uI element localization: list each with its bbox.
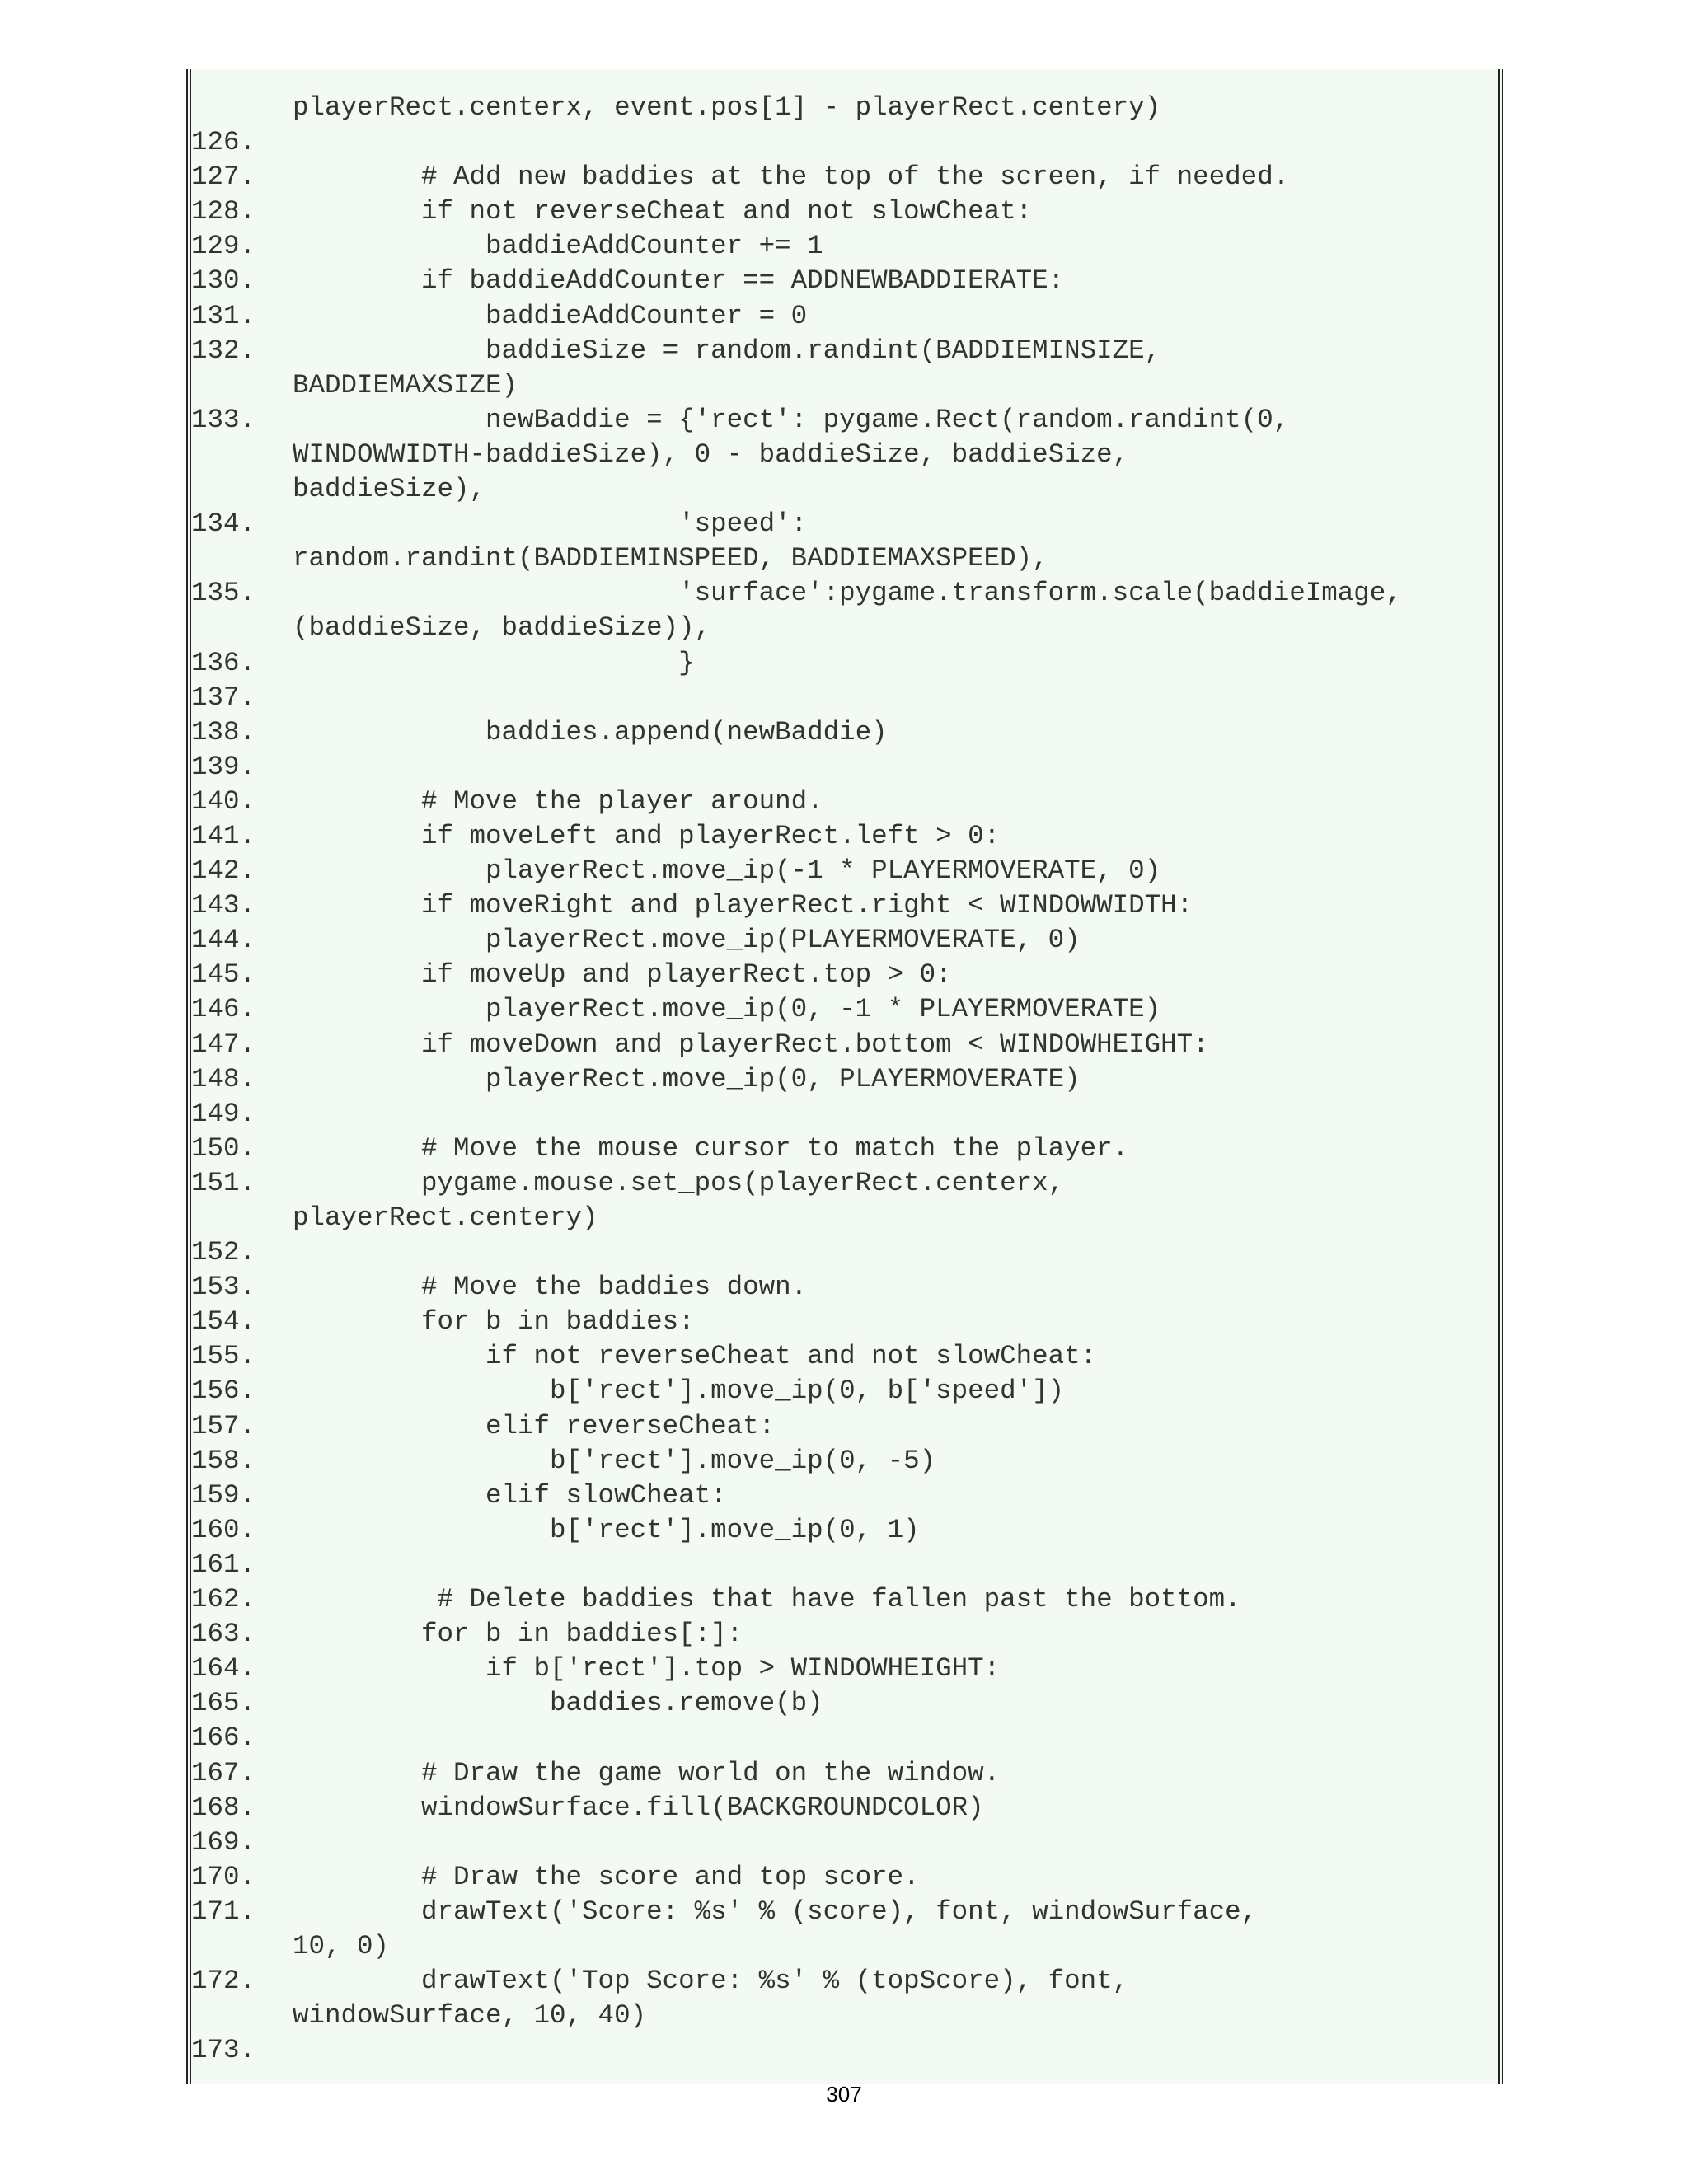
code-text: baddieSize), — [293, 474, 486, 505]
line-number: 152. — [191, 1237, 256, 1268]
line-number: 142. — [191, 855, 256, 887]
code-line — [191, 785, 1498, 819]
code-text: playerRect.move_ip(0, PLAYERMOVERATE) — [293, 1063, 1081, 1094]
line-number: 162. — [191, 1584, 256, 1615]
code-line — [191, 507, 1498, 541]
code-text: b['rect'].move_ip(0, 1) — [293, 1514, 920, 1545]
code-line — [191, 1999, 1498, 2033]
line-number: 158. — [191, 1445, 256, 1476]
code-text: baddieAddCounter = 0 — [293, 300, 808, 331]
code-line — [191, 1201, 1498, 1235]
code-line — [191, 334, 1498, 368]
code-line — [191, 194, 1498, 229]
code-line — [191, 1235, 1498, 1270]
code-line — [191, 1513, 1498, 1548]
code-line — [191, 1479, 1498, 1513]
code-text: newBaddie = {'rect': pygame.Rect(random.randint(0, — [293, 404, 1290, 435]
code-line — [191, 1374, 1498, 1408]
code-line — [191, 1617, 1498, 1652]
code-text: BADDIEMAXSIZE) — [293, 369, 518, 401]
code-text: WINDOWWIDTH-baddieSize), 0 - baddieSize, baddieSize, — [293, 438, 1129, 470]
line-number: 146. — [191, 994, 256, 1025]
code-line — [191, 1929, 1498, 1964]
code-text: 'surface':pygame.transform.scale(baddieImage, — [293, 578, 1402, 609]
code-line — [191, 368, 1498, 403]
code-line — [191, 888, 1498, 923]
line-number: 172. — [191, 1966, 256, 1997]
line-number: 167. — [191, 1757, 256, 1788]
line-number: 164. — [191, 1653, 256, 1685]
line-number: 127. — [191, 162, 256, 193]
line-number: 165. — [191, 1688, 256, 1719]
line-number: 136. — [191, 647, 256, 678]
code-line — [191, 1860, 1498, 1895]
code-line — [191, 299, 1498, 334]
line-number: 147. — [191, 1029, 256, 1060]
code-line — [191, 992, 1498, 1027]
line-number: 144. — [191, 925, 256, 956]
code-text: baddieSize = random.randint(BADDIEMINSIZE, — [293, 335, 1161, 366]
code-text: if moveUp and playerRect.top > 0: — [293, 959, 952, 991]
line-number: 171. — [191, 1896, 256, 1927]
line-number: 156. — [191, 1376, 256, 1407]
code-line — [191, 611, 1498, 645]
code-text: # Add new baddies at the top of the screen, if needed. — [293, 162, 1290, 193]
code-line — [191, 1132, 1498, 1166]
code-text: for b in baddies: — [293, 1306, 695, 1338]
code-line — [191, 1339, 1498, 1374]
code-line — [191, 1166, 1498, 1201]
code-text: # Draw the score and top score. — [293, 1861, 920, 1892]
code-text: baddies.remove(b) — [293, 1688, 823, 1719]
line-number: 141. — [191, 820, 256, 851]
code-line — [191, 1721, 1498, 1755]
code-line — [191, 1270, 1498, 1305]
line-number: 169. — [191, 1826, 256, 1858]
code-text: # Draw the game world on the window. — [293, 1757, 1001, 1788]
code-line — [191, 1548, 1498, 1582]
code-text: drawText('Score: %s' % (score), font, windowSurface, — [293, 1896, 1258, 1927]
code-line — [191, 1686, 1498, 1721]
line-number: 157. — [191, 1410, 256, 1441]
line-number: 134. — [191, 509, 256, 540]
code-text: # Move the baddies down. — [293, 1272, 808, 1303]
code-text: elif reverseCheat: — [293, 1410, 776, 1441]
code-text: if not reverseCheat and not slowCheat: — [293, 1341, 1097, 1372]
line-number: 137. — [191, 682, 256, 713]
line-number: 140. — [191, 785, 256, 817]
line-number: 151. — [191, 1167, 256, 1198]
line-number: 148. — [191, 1063, 256, 1094]
code-text: b['rect'].move_ip(0, -5) — [293, 1445, 936, 1476]
code-line — [191, 1791, 1498, 1825]
line-number: 168. — [191, 1792, 256, 1823]
code-line — [191, 646, 1498, 681]
code-text: for b in baddies[:]: — [293, 1619, 743, 1650]
code-text: elif slowCheat: — [293, 1479, 727, 1511]
line-number: 128. — [191, 196, 256, 227]
code-text: drawText('Top Score: %s' % (topScore), font, — [293, 1966, 1129, 1997]
line-number: 155. — [191, 1341, 256, 1372]
line-number: 138. — [191, 716, 256, 748]
line-number: 149. — [191, 1098, 256, 1129]
code-line — [191, 541, 1498, 576]
line-number: 160. — [191, 1514, 256, 1545]
code-text: 10, 0) — [293, 1930, 390, 1961]
line-number: 154. — [191, 1306, 256, 1338]
code-text: } — [293, 647, 695, 678]
code-line — [191, 91, 1498, 125]
code-text: b['rect'].move_ip(0, b['speed']) — [293, 1376, 1065, 1407]
code-text: # Move the mouse cursor to match the player. — [293, 1132, 1129, 1164]
code-text: if moveRight and playerRect.right < WINDOWWIDTH: — [293, 890, 1193, 921]
code-text: playerRect.centery) — [293, 1202, 598, 1233]
code-text: if b['rect'].top > WINDOWHEIGHT: — [293, 1653, 1001, 1685]
code-text: # Move the player around. — [293, 785, 823, 817]
line-number: 139. — [191, 751, 256, 782]
line-number: 170. — [191, 1861, 256, 1892]
code-text: if moveDown and playerRect.bottom < WINDOWHEIGHT: — [293, 1029, 1209, 1060]
code-line — [191, 715, 1498, 750]
page-number: 307 — [826, 2082, 862, 2107]
line-number: 129. — [191, 231, 256, 262]
line-number: 145. — [191, 959, 256, 991]
line-number: 130. — [191, 265, 256, 297]
code-line — [191, 229, 1498, 264]
code-line — [191, 160, 1498, 194]
code-text: playerRect.move_ip(0, -1 * PLAYERMOVERATE) — [293, 994, 1161, 1025]
code-line — [191, 1097, 1498, 1132]
code-line — [191, 125, 1498, 160]
code-line — [191, 1409, 1498, 1444]
code-text: windowSurface, 10, 40) — [293, 2000, 647, 2032]
line-number: 126. — [191, 127, 256, 158]
code-lines — [191, 91, 1498, 2085]
code-listing — [186, 69, 1503, 2084]
code-line — [191, 472, 1498, 507]
code-line — [191, 403, 1498, 438]
code-line — [191, 264, 1498, 298]
code-line — [191, 819, 1498, 854]
code-line — [191, 958, 1498, 992]
line-number: 166. — [191, 1722, 256, 1754]
line-number: 150. — [191, 1132, 256, 1164]
line-number: 163. — [191, 1619, 256, 1650]
code-line — [191, 1028, 1498, 1062]
line-number: 131. — [191, 300, 256, 331]
code-line — [191, 681, 1498, 715]
code-line — [191, 1825, 1498, 1860]
code-line — [191, 1444, 1498, 1479]
code-text: (baddieSize, baddieSize)), — [293, 612, 711, 644]
line-number: 135. — [191, 578, 256, 609]
code-line — [191, 2033, 1498, 2068]
code-text: if not reverseCheat and not slowCheat: — [293, 196, 1033, 227]
line-number: 161. — [191, 1549, 256, 1580]
line-number: 132. — [191, 335, 256, 366]
code-line — [191, 1062, 1498, 1097]
code-text: playerRect.move_ip(PLAYERMOVERATE, 0) — [293, 925, 1081, 956]
code-line — [191, 1964, 1498, 1999]
code-text: baddies.append(newBaddie) — [293, 716, 888, 748]
code-text: playerRect.centerx, event.pos[1] - playerRect.centery) — [293, 92, 1161, 123]
code-line — [191, 1895, 1498, 1929]
code-line — [191, 1756, 1498, 1791]
line-number: 159. — [191, 1479, 256, 1511]
code-text: playerRect.move_ip(-1 * PLAYERMOVERATE, 0) — [293, 855, 1161, 887]
code-line — [191, 576, 1498, 611]
line-number: 143. — [191, 890, 256, 921]
code-line — [191, 1305, 1498, 1339]
code-text: pygame.mouse.set_pos(playerRect.centerx, — [293, 1167, 1065, 1198]
code-line — [191, 1582, 1498, 1617]
code-line — [191, 854, 1498, 888]
line-number: 153. — [191, 1272, 256, 1303]
code-line — [191, 1652, 1498, 1686]
code-text: if baddieAddCounter == ADDNEWBADDIERATE: — [293, 265, 1065, 297]
line-number: 173. — [191, 2035, 256, 2066]
code-text: if moveLeft and playerRect.left > 0: — [293, 820, 1001, 851]
code-line — [191, 750, 1498, 785]
code-text: # Delete baddies that have fallen past the bottom. — [293, 1584, 1241, 1615]
code-text: 'speed': — [293, 509, 808, 540]
code-text: baddieAddCounter += 1 — [293, 231, 823, 262]
code-text: random.randint(BADDIEMINSPEED, BADDIEMAXSPEED), — [293, 543, 1048, 574]
code-line — [191, 923, 1498, 958]
code-line — [191, 438, 1498, 472]
line-number: 133. — [191, 404, 256, 435]
code-text: windowSurface.fill(BACKGROUNDCOLOR) — [293, 1792, 984, 1823]
